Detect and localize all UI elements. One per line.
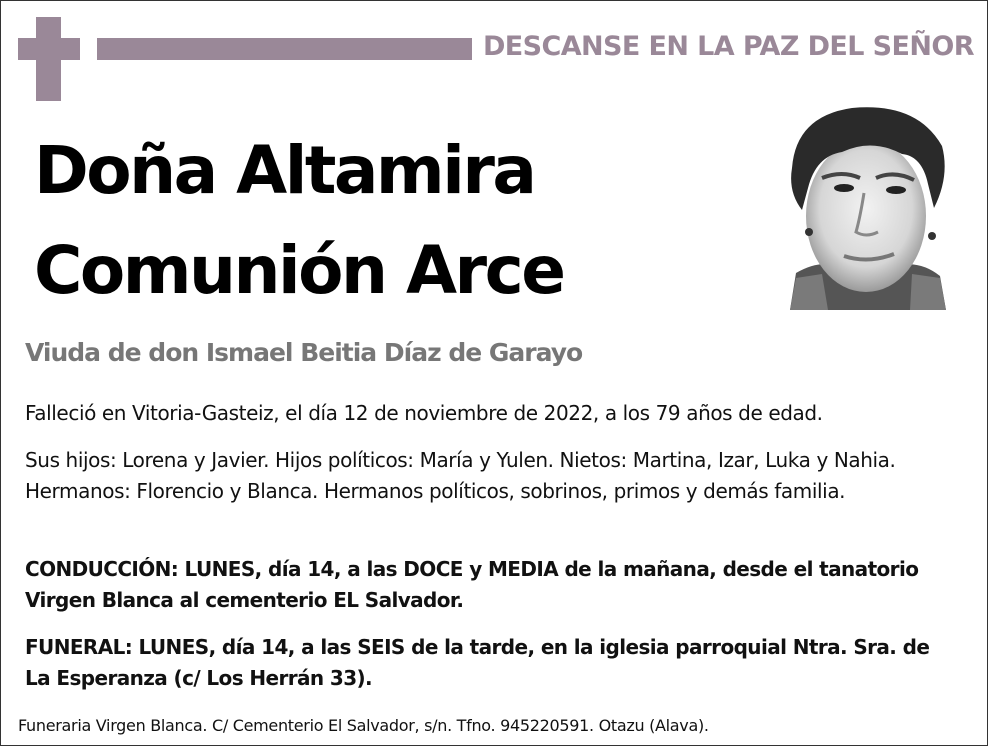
family-list: Sus hijos: Lorena y Javier. Hijos políticos: María y Yulen. Nietos: Martina, Izar, Luka y Nahia. Hermanos: Florencio y Blanca. Hermanos políticos, sobrinos, primos y demás familia. [25,448,896,503]
conduccion-info: CONDUCCIÓN: LUNES, día 14, a las DOCE y MEDIA de la mañana, desde el tanatorio Virgen Blanca al cementerio EL Salvador. [25,557,919,612]
header-title: DESCANSE EN LA PAZ DEL SEÑOR [483,31,974,62]
funeral-info: FUNERAL: LUNES, día 14, a las SEIS de la tarde, en la iglesia parroquial Ntra. Sra. de La Esperanza (c/ Los Herrán 33). [25,635,930,690]
funeral-home-footer: Funeraria Virgen Blanca. C/ Cementerio El Salvador, s/n. Tfno. 945220591. Otazu (Alava). [18,716,709,735]
deceased-subtitle: Viuda de don Ismael Beitia Díaz de Garayo [25,338,583,367]
deceased-name-line2: Comunión Arce [34,232,564,309]
portrait-photo [782,98,950,310]
death-notice: Falleció en Vitoria-Gasteiz, el día 12 de noviembre de 2022, a los 79 años de edad. [25,401,823,425]
header-rule [97,38,472,60]
deceased-name-line1: Doña Altamira [34,132,535,209]
cross-horizontal [18,38,80,60]
